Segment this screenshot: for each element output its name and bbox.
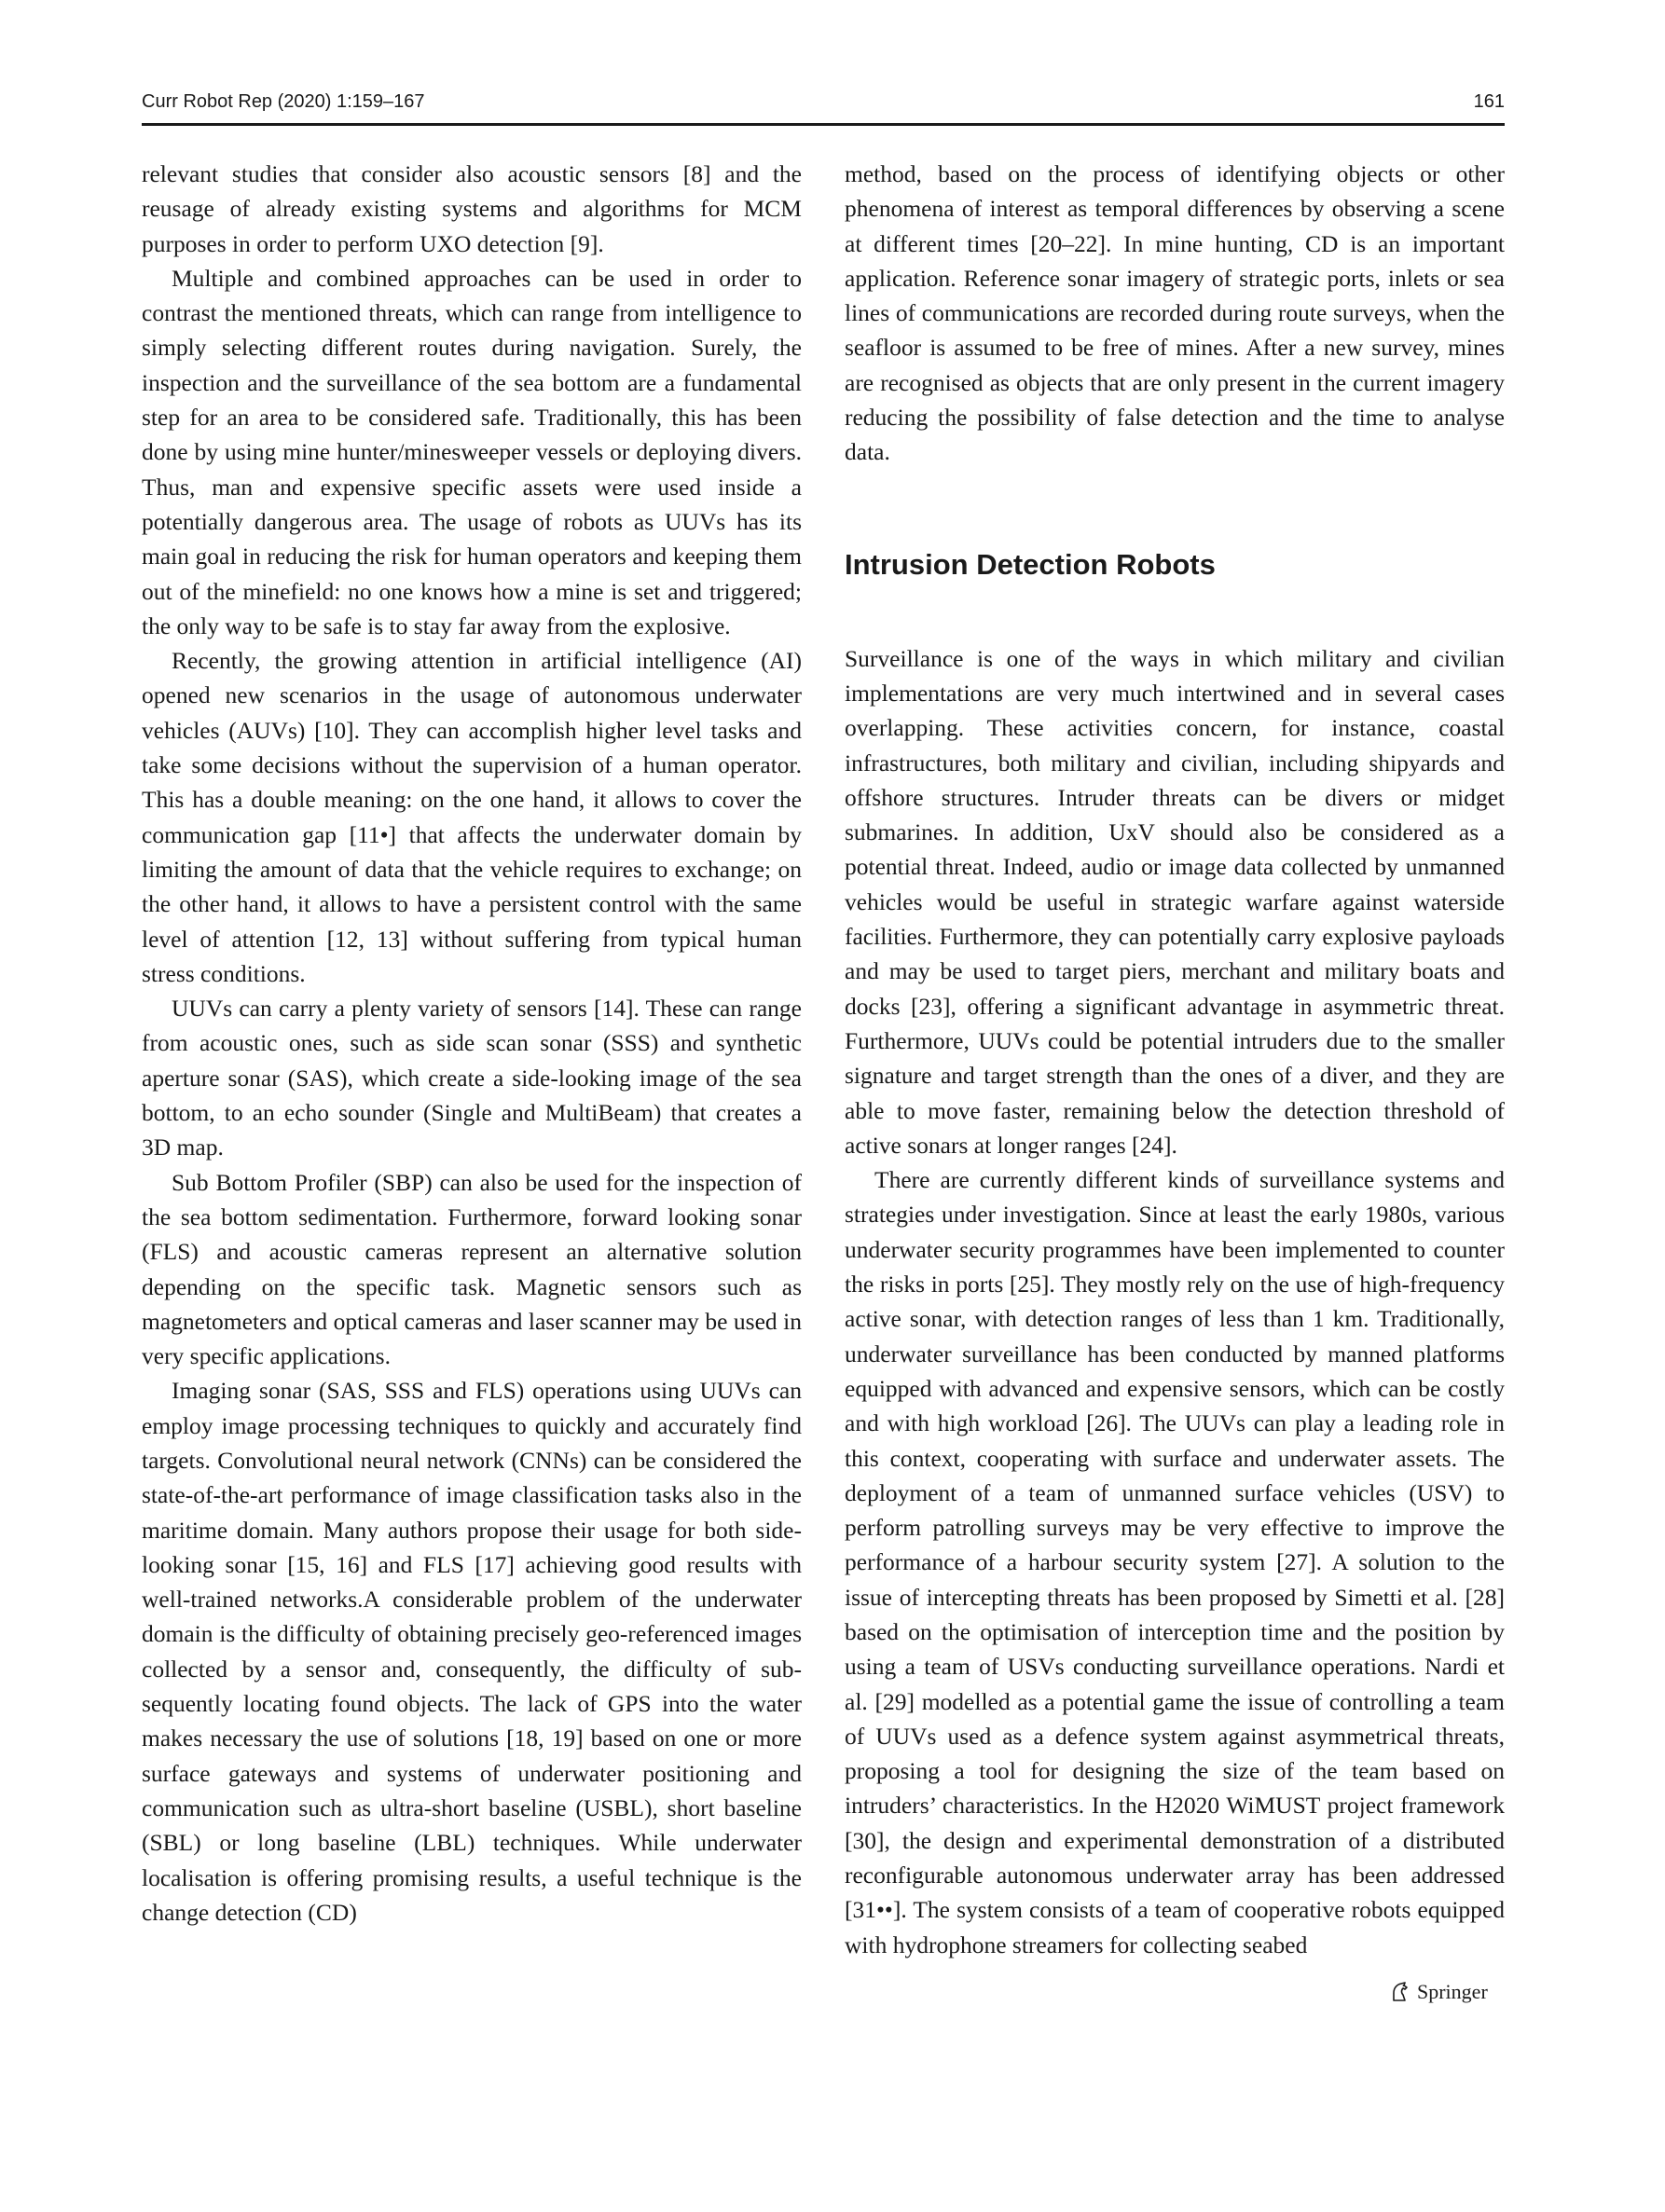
paragraph: Recently, the growing attention in artificial intelligence (AI) opened new scenarios in the usage of autonomous underwater vehicles (AUVs) [10]. They can accomplish higher level tasks and take some decisions without the supervision of a human operator. This has a double meaning: on the one hand, it allows to cover the communication gap [11•] that affects the underwater domain by limiting the amount of data that the vehicle requires to exchange; on the other hand, it allows to have a persistent control with the same level of attention [12, 13] without suffering from typical human stress conditions. bbox=[142, 647, 802, 987]
header-rule bbox=[142, 123, 1505, 126]
publisher-name: Springer bbox=[1417, 1980, 1488, 2003]
springer-horse-icon bbox=[1387, 1980, 1411, 2004]
running-head bbox=[142, 89, 1505, 121]
paragraph: UUVs can carry a plenty variety of sensors [14]. These can range from acoustic ones, such as side scan sonar (SSS) and synthetic aperture sonar (SAS), which create a side-looking image of the sea bottom, to an echo sounder (Single and MultiBeam) that creates a 3D map. bbox=[142, 995, 802, 1161]
page-number: 161 bbox=[1473, 91, 1505, 112]
right-column bbox=[845, 157, 1505, 1962]
paragraph: There are currently different kinds of surveillance systems and strategies under investigation. Since at least the early 1980s, various underwater security programmes have been implemented to counter the risks in ports [25]. They mostly rely on the use of high-frequency active sonar, with detection ranges of less than 1 km. Traditionally, underwater surveillance has been conducted by manned platforms equipped with advanced and expensive sensors, which can be costly and with high workload [26]. The UUVs can play a leading role in this context, cooperating with surface and underwater assets. The deployment of a team of unmanned surface vehicles (USV) to perform patrolling surveys may be very effective to improve the performance of a harbour security system [27]. A solution to the issue of intercepting threats has been proposed by Simetti et al. [28] based on the optimisation of interception time and the position by using a team of USVs conducting surveillance operations. Nardi et al. [29] modelled as a potential game the issue of controlling a team of UUVs used as a defence system against asymmetrical threats, proposing a tool for designing the size of the team based on intruders’ characteristics. In the H2020 WiMUST project framework [30], the design and experimental demonstration of a distributed reconfigurable autonomous underwater array has been addressed [31••]. The system consists of a team of cooperative robots equipped with hydrophone streamers for collecting seabed bbox=[845, 1166, 1505, 1958]
section-heading: Intrusion Detection Robots bbox=[845, 547, 1216, 581]
journal-reference: Curr Robot Rep (2020) 1:159–167 bbox=[142, 91, 425, 112]
paragraph: Surveillance is one of the ways in which military and civilian implementations are very much intertwined and in several cases overlapping. These activities concern, for instance, coastal infrastructures, both military and civilian, including shipyards and offshore structures. Intruder threats can be divers or midget submarines. In addition, UxV should also be considered as a potential threat. Indeed, audio or image data collected by unmanned vehicles would be useful in strategic warfare against waterside facilities. Furthermore, they can potentially carry explosive payloads and may be used to target piers, merchant and military boats and docks [23], offering a significant advantage in asymmetric threat. Furthermore, UUVs could be potential intruders due to the smaller signature and target strength than the ones of a diver, and they are able to move faster, remaining below the detection threshold of active sonars at longer ranges [24]. bbox=[845, 644, 1505, 1159]
paragraph: Imaging sonar (SAS, SSS and FLS) operations using UUVs can employ image processing techniques to quickly and accurately find targets. Convolutional neural network (CNNs) can be considered the state-of-the-art performance of image classification tasks also in the maritime domain. Many authors propose their usage for both side-looking sonar [15, 16] and FLS [17] achieving good results with well-trained networks.A considerable problem of the underwater domain is the difficulty of obtaining precisely geo-referenced images collected by a sensor and, consequently, the difficulty of subsequently locating found objects. The lack of GPS into the water makes necessary the use of solutions [18, 19] based on one or more surface gateways and systems of underwater positioning and communication such as ultra-short baseline (USBL), short baseline (SBL) or long baseline (LBL) techniques. While underwater localisation is offering promising results, a useful technique is the change detection (CD) bbox=[142, 1377, 802, 1926]
paragraph: Sub Bottom Profiler (SBP) can also be used for the inspection of the sea bottom sedimentation. Furthermore, forward looking sonar (FLS) and acoustic cameras represent an alternative solution depending on the specific task. Magnetic sensors such as magnetometers and optical cameras and laser scanner may be used in very specific applications. bbox=[142, 1168, 802, 1370]
publisher-logo bbox=[1387, 1975, 1488, 2009]
paragraph-continuation: method, based on the process of identifying objects or other phenomena of interest as temporal differences by observing a scene at different times [20–22]. In mine hunting, CD is an important application. Reference sonar imagery of strategic ports, inlets or sea lines of communications are recorded during route surveys, when the seafloor is assumed to be free of mines. After a new survey, mines are recognised as objects that are only present in the current imagery reducing the possibility of false detection and the time to analyse data. bbox=[845, 160, 1505, 466]
paragraph: Multiple and combined approaches can be used in order to contrast the mentioned threats, which can range from intelligence to simply selecting different routes during navigation. Surely, the inspection and the surveillance of the sea bottom are a fundamental step for an area to be considered safe. Traditionally, this has been done by using mine hunter/minesweeper vessels or deploying divers. Thus, man and expensive specific assets were used inside a potentially dangerous area. The usage of robots as UUVs has its main goal in reducing the risk for human operators and keeping them out of the minefield: no one knows how a mine is set and triggered; the only way to be safe is to stay far away from the explosive. bbox=[142, 264, 802, 639]
paragraph: relevant studies that consider also acoustic sensors [8] and the reusage of already existing systems and algorithms for MCM purposes in order to perform UXO detection [9]. bbox=[142, 160, 802, 257]
left-column bbox=[142, 157, 802, 1930]
